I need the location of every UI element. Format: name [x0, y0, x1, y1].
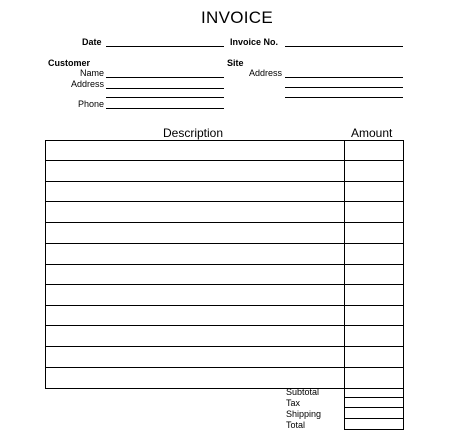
table-row-line — [45, 284, 403, 285]
table-row-line — [45, 160, 403, 161]
table-row-line — [45, 367, 403, 368]
shipping-label: Shipping — [286, 409, 322, 419]
total-box[interactable] — [344, 418, 404, 430]
table-row-line — [45, 201, 403, 202]
total-label: Total — [286, 420, 306, 430]
invoice-no-field[interactable] — [285, 46, 403, 47]
site-address-label: Address — [248, 68, 282, 78]
address-field-1[interactable] — [106, 88, 224, 89]
date-field[interactable] — [106, 46, 224, 47]
name-field[interactable] — [106, 77, 224, 78]
address-field-2[interactable] — [106, 97, 224, 98]
date-label: Date — [82, 37, 102, 47]
tax-label: Tax — [286, 398, 301, 408]
amount-header: Amount — [351, 126, 393, 140]
site-address-field-3[interactable] — [285, 97, 403, 98]
invoice-no-label: Invoice No. — [230, 37, 279, 47]
site-address-field-1[interactable] — [285, 77, 403, 78]
table-row-line — [45, 222, 403, 223]
table-row-line — [45, 325, 403, 326]
table-right-border — [403, 140, 404, 388]
page-title: INVOICE — [200, 8, 273, 27]
table-row-line — [45, 140, 403, 141]
subtotal-label: Subtotal — [286, 387, 320, 397]
table-row-line — [45, 243, 403, 244]
name-label: Name — [79, 68, 104, 78]
phone-field[interactable] — [106, 108, 224, 109]
phone-label: Phone — [77, 99, 104, 109]
table-row-line — [45, 305, 403, 306]
table-row-line — [45, 181, 403, 182]
customer-label: Customer — [48, 58, 91, 68]
description-header: Description — [163, 126, 224, 140]
table-row-line — [45, 264, 403, 265]
site-address-field-2[interactable] — [285, 87, 403, 88]
table-row-line — [45, 346, 403, 347]
address-label: Address — [70, 79, 104, 89]
site-label: Site — [227, 58, 244, 68]
